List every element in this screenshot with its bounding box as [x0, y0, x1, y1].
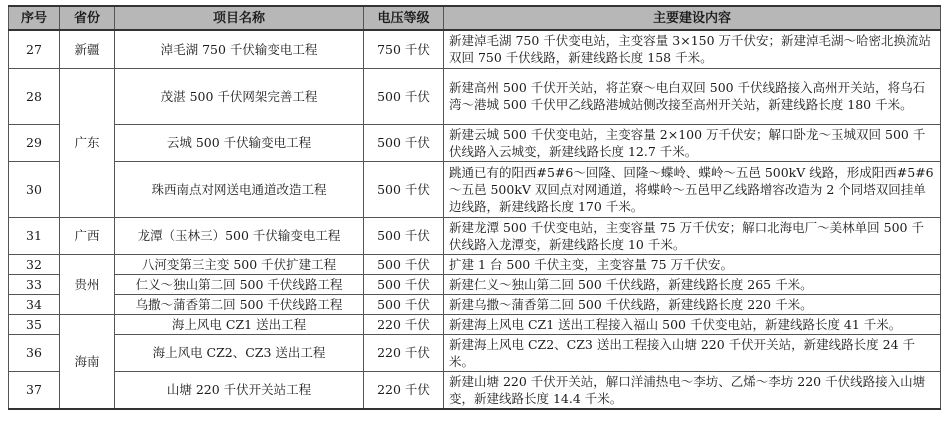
seq-cell: 30: [9, 161, 60, 217]
content-cell: 新建仁义～独山第二回 500 千伏线路，新建线路长度 265 千米。: [444, 274, 941, 294]
seq-cell: 31: [9, 217, 60, 254]
project-name-cell: 八河变第三主变 500 千伏扩建工程: [115, 254, 364, 274]
seq-cell: 34: [9, 294, 60, 314]
seq-cell: 36: [9, 334, 60, 371]
content-cell: 新建云城 500 千伏变电站，主变容量 2×100 万千伏安；解口卧龙～玉城双回 500 千伏线路入云城变，新建线路长度 12.7 千米。: [444, 124, 941, 161]
province-cell: 贵州: [60, 254, 115, 314]
seq-cell: 33: [9, 274, 60, 294]
content-cell: 新建山塘 220 千伏开关站，解口洋浦热电～李坊、乙烯～李坊 220 千伏线路接入山塘变，新建线路长度 14.4 千米。: [444, 371, 941, 409]
seq-cell: 29: [9, 124, 60, 161]
header-seq: 序号: [9, 6, 60, 30]
seq-cell: 35: [9, 314, 60, 334]
voltage-cell: 500 千伏: [364, 217, 444, 254]
project-name-cell: 茂湛 500 千伏网架完善工程: [115, 68, 364, 124]
project-name-cell: 海上风电 CZ1 送出工程: [115, 314, 364, 334]
table-row: [9, 371, 941, 409]
header-voltage: 电压等级: [364, 6, 444, 30]
content-cell: 新建淖毛湖 750 千伏变电站，主变容量 3×150 万千伏安；新建淖毛湖～哈密北换流站双回 750 千伏线路，新建线路长度 158 千米。: [444, 30, 941, 68]
table-row: [9, 334, 941, 371]
voltage-cell: 500 千伏: [364, 124, 444, 161]
project-name-cell: 山塘 220 千伏开关站工程: [115, 371, 364, 409]
province-cell: 新疆: [60, 30, 115, 68]
content-cell: 新建乌撒～蒲香第二回 500 千伏线路，新建线路长度 220 千米。: [444, 294, 941, 314]
voltage-cell: 500 千伏: [364, 294, 444, 314]
project-name-cell: 乌撒～蒲香第二回 500 千伏线路工程: [115, 294, 364, 314]
province-cell: 广西: [60, 217, 115, 254]
table-row: [9, 161, 941, 217]
project-name-cell: 淖毛湖 750 千伏输变电工程: [115, 30, 364, 68]
content-cell: 新建海上风电 CZ1 送出工程接入福山 500 千伏变电站，新建线路长度 41 千米。: [444, 314, 941, 334]
project-name-cell: 海上风电 CZ2、CZ3 送出工程: [115, 334, 364, 371]
header-province: 省份: [60, 6, 115, 30]
table-row: [9, 68, 941, 124]
voltage-cell: 500 千伏: [364, 161, 444, 217]
content-cell: 新建高州 500 千伏开关站，将芷寮～电白双回 500 千伏线路接入高州开关站，将乌石湾～港城 500 千伏甲乙线路港城站侧改接至高州开关站，新建线路长度 180 千米。: [444, 68, 941, 124]
seq-cell: 28: [9, 68, 60, 124]
project-name-cell: 珠西南点对网送电通道改造工程: [115, 161, 364, 217]
header-content: 主要建设内容: [444, 6, 941, 30]
project-table-container: [8, 5, 940, 410]
table-row: [9, 124, 941, 161]
province-cell: 海南: [60, 314, 115, 409]
content-cell: 新建海上风电 CZ2、CZ3 送出工程接入山塘 220 千伏开关站，新建线路长度 24 千米。: [444, 334, 941, 371]
table-row: [9, 274, 941, 294]
voltage-cell: 220 千伏: [364, 371, 444, 409]
seq-cell: 27: [9, 30, 60, 68]
table-row: [9, 254, 941, 274]
table-row: [9, 30, 941, 68]
table-row: [9, 217, 941, 254]
voltage-cell: 500 千伏: [364, 274, 444, 294]
table-row: [9, 294, 941, 314]
voltage-cell: 500 千伏: [364, 68, 444, 124]
voltage-cell: 500 千伏: [364, 254, 444, 274]
table-row: [9, 314, 941, 334]
header-row: [9, 6, 941, 30]
project-name-cell: 云城 500 千伏输变电工程: [115, 124, 364, 161]
province-cell: 广东: [60, 68, 115, 217]
content-cell: 扩建 1 台 500 千伏主变，主变容量 75 万千伏安。: [444, 254, 941, 274]
project-name-cell: 仁义～独山第二回 500 千伏线路工程: [115, 274, 364, 294]
project-table: [8, 5, 941, 410]
seq-cell: 32: [9, 254, 60, 274]
content-cell: 新建龙潭 500 千伏变电站，主变容量 75 万千伏安；解口北海电厂～美林单回 500 千伏线路入龙潭变，新建线路长度 10 千米。: [444, 217, 941, 254]
voltage-cell: 220 千伏: [364, 334, 444, 371]
seq-cell: 37: [9, 371, 60, 409]
voltage-cell: 220 千伏: [364, 314, 444, 334]
voltage-cell: 750 千伏: [364, 30, 444, 68]
content-cell: 跳通已有的阳西#5#6～回隆、回隆～蝶岭、蝶岭～五邑 500kV 线路，形成阳西#5#6～五邑 500kV 双回点对网通道，将蝶岭～五邑甲乙线路增容改造为 2 个同塔双回挂单边线路，新建线路长度 170 千米。: [444, 161, 941, 217]
project-name-cell: 龙潭（玉林三）500 千伏输变电工程: [115, 217, 364, 254]
header-name: 项目名称: [115, 6, 364, 30]
